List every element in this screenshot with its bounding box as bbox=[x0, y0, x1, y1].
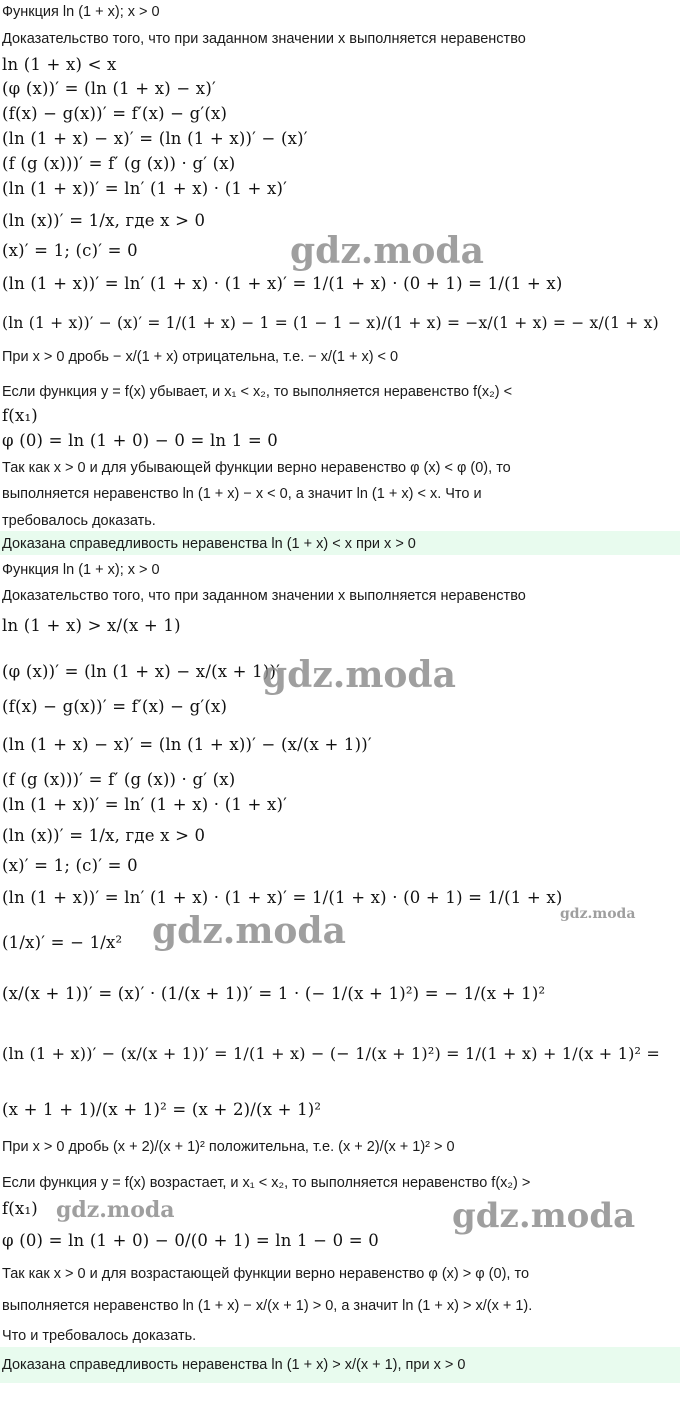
line-34: (ln (1 + x))′ − (x/(x + 1))′ = 1/(1 + x) − (− 1/(x + 1)²) = 1/(1 + x) + 1/(x + 1)² = bbox=[2, 1044, 661, 1063]
watermark: gdz.moda bbox=[290, 230, 484, 272]
line-26: (ln (1 + x) − x)′ = (ln (1 + x))′ − (x/(x + 1))′ bbox=[2, 735, 372, 754]
line-24: (φ (x))′ = (ln (1 + x) − x/(x + 1))′ bbox=[2, 662, 281, 681]
line-38: f(x₁) bbox=[2, 1199, 38, 1218]
line-36: При x > 0 дробь (x + 2)/(x + 1)² положительна, т.е. (x + 2)/(x + 1)² > 0 bbox=[2, 1139, 455, 1155]
line-35: (x + 1 + 1)/(x + 1)² = (x + 2)/(x + 1)² bbox=[2, 1100, 322, 1119]
watermark: gdz.moda bbox=[452, 1196, 636, 1236]
conclusion-1: Доказана справедливость неравенства ln (1 + x) < x при x > 0 bbox=[2, 536, 416, 552]
watermark: gdz.moda bbox=[56, 1197, 175, 1223]
line-25: (f(x) − g(x))′ = f′(x) − g′(x) bbox=[2, 697, 228, 716]
watermark: gdz.moda bbox=[262, 654, 456, 696]
line-42: Что и требовалось доказать. bbox=[2, 1328, 197, 1344]
line-2: Доказательство того, что при заданном значении x выполняется неравенство bbox=[2, 31, 526, 47]
line-28: (ln (1 + x))′ = ln′ (1 + x) · (1 + x)′ bbox=[2, 795, 288, 814]
watermark: gdz.moda bbox=[560, 906, 636, 922]
line-13: При x > 0 дробь − x/(1 + x) отрицательна, т.е. − x/(1 + x) < 0 bbox=[2, 349, 399, 365]
line-23: ln (1 + x) > x/(x + 1) bbox=[2, 616, 181, 635]
line-10: (x)′ = 1; (c)′ = 0 bbox=[2, 241, 138, 260]
watermark: gdz.moda bbox=[152, 910, 346, 952]
line-29: (ln (x))′ = 1/x, где x > 0 bbox=[2, 826, 206, 845]
line-7: (f (g (x)))′ = f′ (g (x)) · g′ (x) bbox=[2, 154, 236, 173]
line-14: Если функция y = f(x) убывает, и x₁ < x₂, то выполняется неравенство f(x₂) < bbox=[2, 384, 513, 400]
line-27: (f (g (x)))′ = f′ (g (x)) · g′ (x) bbox=[2, 770, 236, 789]
conclusion-2: Доказана справедливость неравенства ln (1 + x) > x/(x + 1), при x > 0 bbox=[2, 1357, 466, 1373]
line-6: (ln (1 + x) − x)′ = (ln (1 + x))′ − (x)′ bbox=[2, 129, 308, 148]
line-9: (ln (x))′ = 1/x, где x > 0 bbox=[2, 211, 206, 230]
line-19: требовалось доказать. bbox=[2, 513, 156, 529]
line-22: Доказательство того, что при заданном значении x выполняется неравенство bbox=[2, 588, 526, 604]
line-40: Так как x > 0 и для возрастающей функции верно неравенство φ (x) > φ (0), то bbox=[2, 1266, 530, 1282]
line-39: φ (0) = ln (1 + 0) − 0/(0 + 1) = ln 1 − 0 = 0 bbox=[2, 1231, 379, 1250]
line-5: (f(x) − g(x))′ = f′(x) − g′(x) bbox=[2, 104, 228, 123]
line-1: Функция ln (1 + x); x > 0 bbox=[2, 4, 160, 20]
line-16: φ (0) = ln (1 + 0) − 0 = ln 1 = 0 bbox=[2, 431, 279, 450]
line-31: (ln (1 + x))′ = ln′ (1 + x) · (1 + x)′ = 1/(1 + x) · (0 + 1) = 1/(1 + x) bbox=[2, 888, 563, 907]
line-41: выполняется неравенство ln (1 + x) − x/(x + 1) > 0, а значит ln (1 + x) > x/(x + 1). bbox=[2, 1298, 533, 1314]
line-3: ln (1 + x) < x bbox=[2, 55, 117, 74]
line-15: f(x₁) bbox=[2, 406, 38, 425]
line-37: Если функция y = f(x) возрастает, и x₁ < x₂, то выполняется неравенство f(x₂) > bbox=[2, 1175, 531, 1191]
line-30: (x)′ = 1; (c)′ = 0 bbox=[2, 856, 138, 875]
line-21: Функция ln (1 + x); x > 0 bbox=[2, 562, 160, 578]
line-32: (1/x)′ = − 1/x² bbox=[2, 933, 123, 952]
line-11: (ln (1 + x))′ = ln′ (1 + x) · (1 + x)′ = 1/(1 + x) · (0 + 1) = 1/(1 + x) bbox=[2, 274, 563, 293]
line-12: (ln (1 + x))′ − (x)′ = 1/(1 + x) − 1 = (1 − 1 − x)/(1 + x) = −x/(1 + x) = − x/(1 + x) bbox=[2, 314, 659, 332]
line-8: (ln (1 + x))′ = ln′ (1 + x) · (1 + x)′ bbox=[2, 179, 288, 198]
line-18: выполняется неравенство ln (1 + x) − x < 0, а значит ln (1 + x) < x. Что и bbox=[2, 486, 482, 502]
line-17: Так как x > 0 и для убывающей функции верно неравенство φ (x) < φ (0), то bbox=[2, 460, 511, 476]
line-4: (φ (x))′ = (ln (1 + x) − x)′ bbox=[2, 79, 216, 98]
line-33: (x/(x + 1))′ = (x)′ · (1/(x + 1))′ = 1 · (− 1/(x + 1)²) = − 1/(x + 1)² bbox=[2, 984, 546, 1003]
